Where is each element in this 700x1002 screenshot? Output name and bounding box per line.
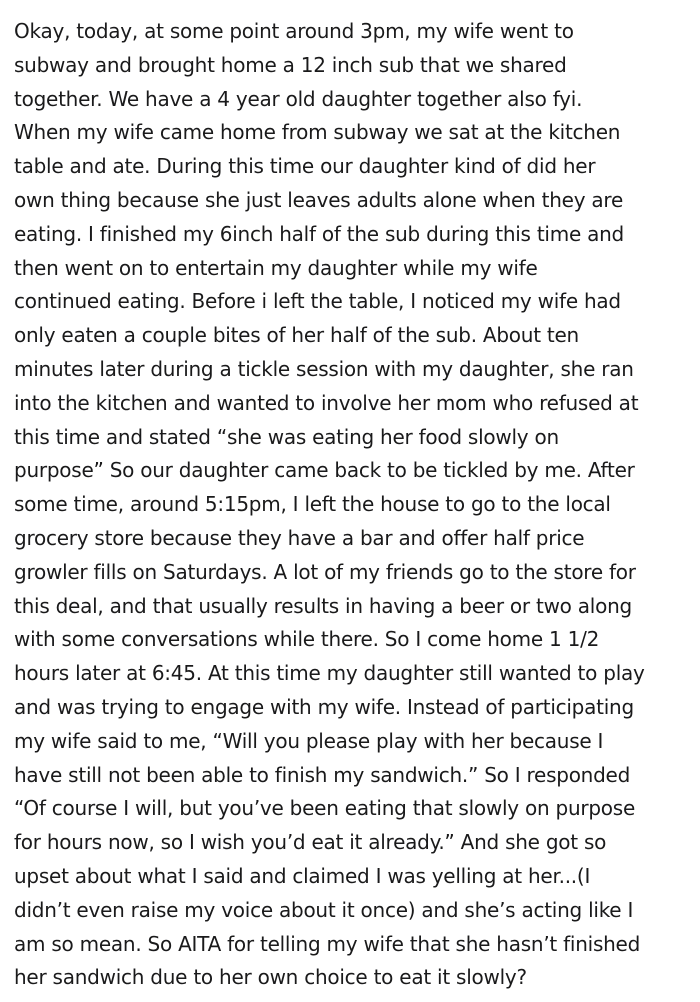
post-text-line: didn’t even raise my voice about it once) and she’s acting like I [14,897,634,922]
post-text-line: subway and brought home a 12 inch sub that we shared [14,52,567,77]
post-body [14,15,694,995]
post-text-line: for hours now, so I wish you’d eat it already.” And she got so [14,830,607,855]
post-text-line: When my wife came home from subway we sat at the kitchen [14,120,621,145]
post-text-line: only eaten a couple bites of her half of the sub. About ten [14,323,579,348]
post-text-line: purpose” So our daughter came back to be tickled by me. After [14,458,635,483]
post-text-line: growler fills on Saturdays. A lot of my friends go to the store for [14,559,636,584]
post-text-line: Okay, today, at some point around 3pm, my wife went to [14,19,574,43]
post-text-line: and was trying to engage with my wife. Instead of participating [14,694,634,719]
post-text-line: have still not been able to finish my sandwich.” So I responded [14,762,631,787]
post-text-line: into the kitchen and wanted to involve her mom who refused at [14,390,639,415]
post-text-line: eating. I finished my 6inch half of the sub during this time and [14,221,624,246]
post-text-line: hours later at 6:45. At this time my daughter still wanted to play [14,661,645,686]
post-text-line: together. We have a 4 year old daughter together also fyi. [14,86,583,111]
post-text-line: grocery store because they have a bar and offer half price [14,525,585,550]
post-text-line: own thing because she just leaves adults alone when they are [14,187,624,212]
post-text-line: this time and stated “she was eating her food slowly on [14,424,559,449]
post-text-line: my wife said to me, “Will you please play with her because I [14,728,604,753]
post-text-line: minutes later during a tickle session with my daughter, she ran [14,356,634,381]
post-text-line: “Of course I will, but you’ve been eating that slowly on purpose [14,796,636,821]
post-text-line: am so mean. So AITA for telling my wife that she hasn’t finished [14,931,641,956]
post-text-line: then went on to entertain my daughter while my wife [14,255,538,280]
post-text-line: continued eating. Before i left the table, I noticed my wife had [14,289,621,314]
post-text-line: her sandwich due to her own choice to eat it slowly? [14,965,527,990]
post-text-line: this deal, and that usually results in having a beer or two along [14,593,632,618]
post-text-line: upset about what I said and claimed I was yelling at her...(I [14,863,591,888]
post-text-line: table and ate. During this time our daughter kind of did her [14,154,596,179]
post-text-line: some time, around 5:15pm, I left the house to go to the local [14,492,611,517]
post-text-line: with some conversations while there. So I come home 1 1/2 [14,627,600,652]
